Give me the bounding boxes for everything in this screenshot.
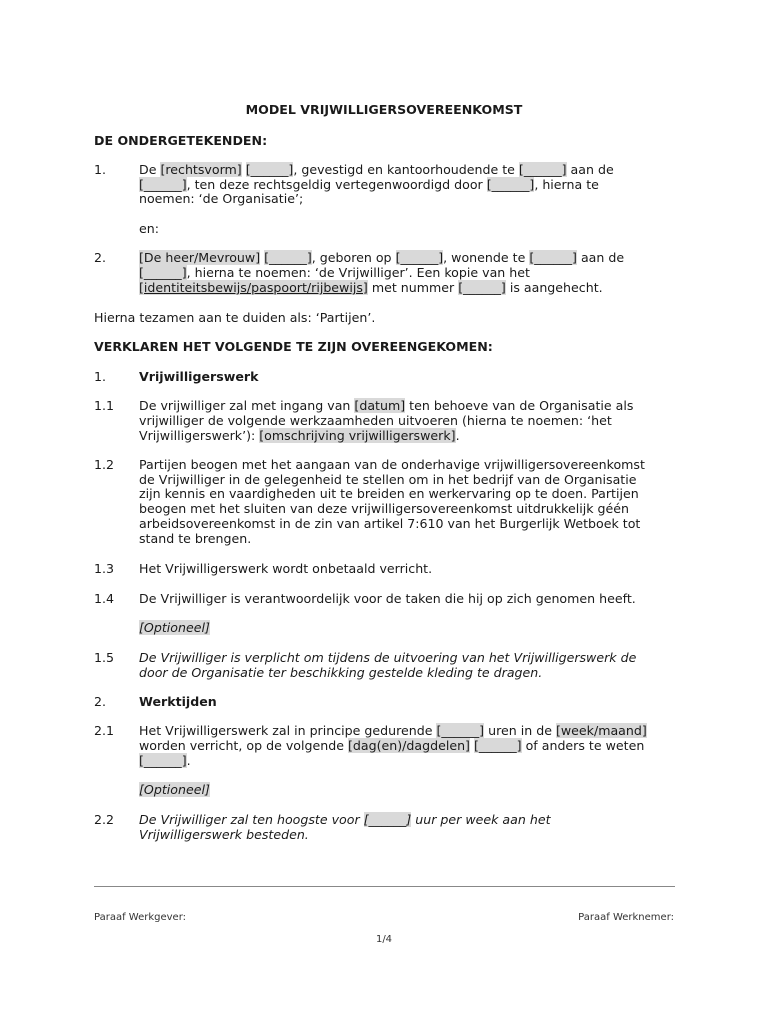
clause-1-2-line: Partijen beogen met het aangaan van de onderhavige vrijwilligersovereenkomst (139, 457, 645, 472)
declare-heading: VERKLAREN HET VOLGENDE TE ZIJN OVEREENGEKOMEN: (94, 339, 493, 354)
clause-1-5-number: 1.5 (94, 650, 115, 665)
clause-1-2-line: stand te brengen. (139, 531, 252, 546)
clause-1-2-line: de Vrijwilliger in de gelegenheid te stellen om in het bedrijf van de Organisatie (139, 472, 637, 487)
clause-2-2-number: 2.2 (94, 812, 115, 827)
placeholder: [De heer/Mevrouw] (139, 250, 261, 265)
party2-line2: [______], hierna te noemen: ‘de Vrijwilliger’. Een kopie van het (139, 265, 530, 280)
placeholder: [identiteitsbewijs/paspoort/rijbewijs] (139, 280, 368, 295)
placeholder: [______] (139, 265, 187, 280)
party1-line1: De [rechtsvorm] [______], gevestigd en kantoorhoudende te [______] aan de (139, 162, 614, 177)
clause-2-2-line1: De Vrijwilliger zal ten hoogste voor [______] uur per week aan het (139, 812, 551, 827)
placeholder: [______] (264, 250, 312, 265)
placeholder: [______] (139, 753, 187, 768)
section1-title: Vrijwilligerswerk (139, 369, 259, 384)
conjunction-en: en: (139, 221, 159, 236)
clause-2-1-line2: worden verricht, op de volgende [dag(en)/dagdelen] [______] of anders te weten (139, 738, 645, 753)
placeholder: [______] (458, 280, 506, 295)
clause-2-2-line2: Vrijwilligerswerk besteden. (139, 827, 309, 842)
section1-number: 1. (94, 369, 107, 384)
clause-1-4-number: 1.4 (94, 591, 115, 606)
party1-number: 1. (94, 162, 107, 177)
placeholder: [______] (436, 723, 485, 738)
clause-1-1-line3: Vrijwilligerswerk’): [omschrijving vrijwilligerswerk]. (139, 428, 460, 443)
clause-1-3-text: Het Vrijwilligerswerk wordt onbetaald verricht. (139, 561, 433, 576)
placeholder: [______] (395, 250, 444, 265)
footer-divider (94, 886, 675, 887)
section2-title: Werktijden (139, 694, 217, 709)
clause-1-2-number: 1.2 (94, 457, 115, 472)
section2-number: 2. (94, 694, 107, 709)
optional-marker: [Optioneel] (139, 782, 210, 797)
clause-1-2-line: beogen met het sluiten van deze vrijwilligersovereenkomst uitdrukkelijk géén (139, 501, 630, 516)
document-title: MODEL VRIJWILLIGERSOVEREENKOMST (245, 102, 523, 117)
placeholder: [week/maand] (555, 723, 647, 738)
party1-line2: [______], ten deze rechtsgeldig vertegenwoordigd door [______], hierna te (139, 177, 599, 192)
clause-1-1-number: 1.1 (94, 398, 115, 413)
party2-line3: [identiteitsbewijs/paspoort/rijbewijs] met nummer [______] is aangehecht. (139, 280, 603, 295)
placeholder: [______] (486, 177, 535, 192)
placeholder: [datum] (354, 398, 406, 413)
clause-1-3-number: 1.3 (94, 561, 115, 576)
placeholder: [______] (363, 812, 412, 827)
clause-1-2-line: zijn kennis en vaardigheden uit te breiden en werkervaring op te doen. Partijen (139, 486, 639, 501)
placeholder: [______] (518, 162, 567, 177)
placeholder: [omschrijving vrijwilligerswerk] (259, 428, 456, 443)
clause-1-4-text: De Vrijwilliger is verantwoordelijk voor de taken die hij op zich genomen heeft. (139, 591, 636, 606)
clause-1-5-line2: door de Organisatie ter beschikking gestelde kleding te dragen. (139, 665, 543, 680)
party2-line1: [De heer/Mevrouw] [______], geboren op [______], wonende te [______] aan de (139, 250, 625, 265)
placeholder: [______] (529, 250, 577, 265)
clause-1-5-line1: De Vrijwilliger is verplicht om tijdens de uitvoering van het Vrijwilligerswerk de (139, 650, 637, 665)
optional-marker: [Optioneel] (139, 620, 210, 635)
clause-2-1-number: 2.1 (94, 723, 115, 738)
party1-line3: noemen: ‘de Organisatie’; (139, 191, 304, 206)
parties-definition: Hierna tezamen aan te duiden als: ‘Partijen’. (94, 310, 376, 325)
placeholder: [______] (473, 738, 522, 753)
placeholder: [______] (245, 162, 294, 177)
clause-2-1-line1: Het Vrijwilligerswerk zal in principe gedurende [______] uren in de [week/maand] (139, 723, 647, 738)
footer-initials-employee: Paraaf Werknemer: (578, 912, 674, 923)
footer-initials-employer: Paraaf Werkgever: (94, 912, 187, 923)
placeholder: [rechtsvorm] (160, 162, 242, 177)
clause-1-1-line1: De vrijwilliger zal met ingang van [datum] ten behoeve van de Organisatie als (139, 398, 634, 413)
party2-number: 2. (94, 250, 107, 265)
clause-1-1-line2: vrijwilliger de volgende werkzaamheden uitvoeren (hierna te noemen: ‘het (139, 413, 612, 428)
parties-heading: DE ONDERGETEKENDEN: (94, 133, 268, 148)
clause-2-1-line3: [______]. (139, 753, 191, 768)
clause-1-2-line: arbeidsovereenkomst in de zin van artikel 7:610 van het Burgerlijk Wetboek tot (139, 516, 641, 531)
page-number: 1/4 (375, 934, 393, 945)
placeholder: [dag(en)/dagdelen] (347, 738, 470, 753)
placeholder: [______] (139, 177, 187, 192)
